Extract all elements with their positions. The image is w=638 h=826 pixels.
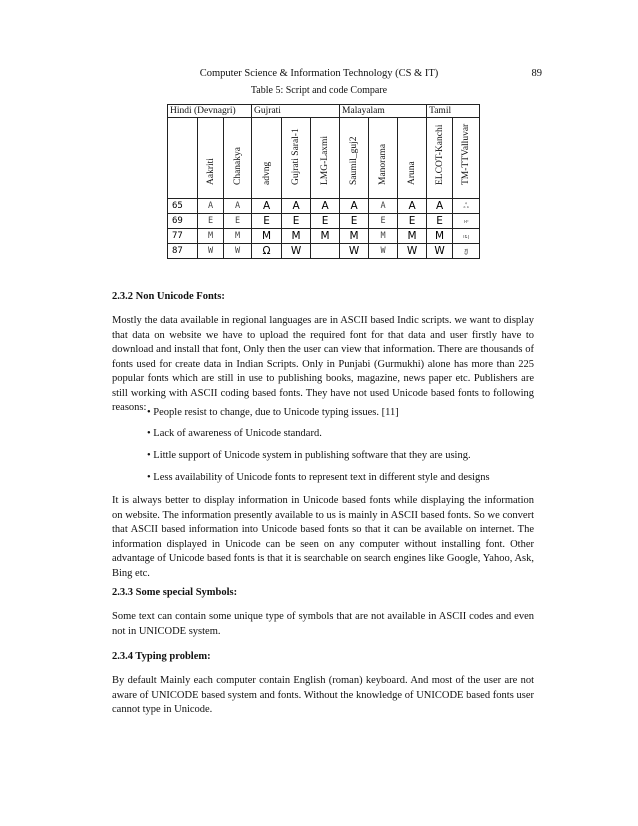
- glyph-cell: E: [340, 214, 369, 229]
- glyph-cell: M: [198, 229, 224, 244]
- running-title: Computer Science & Information Technology (CS & IT): [199, 68, 439, 79]
- table-row: [168, 229, 480, 244]
- glyph-cell: A: [369, 199, 398, 214]
- font-name: Gujrati Saral-1: [291, 128, 302, 185]
- font-header: [224, 118, 252, 199]
- glyph-cell: E: [252, 214, 282, 229]
- glyph-cell: E: [427, 214, 453, 229]
- ascii-code: 65: [168, 199, 198, 214]
- glyph-cell: M: [427, 229, 453, 244]
- section-heading-2-3-3: 2.3.3 Some special Symbols:: [112, 587, 238, 598]
- font-name: Aruna: [407, 161, 418, 185]
- font-header: [340, 118, 369, 199]
- glyph-cell: [311, 244, 340, 259]
- glyph-cell: W: [398, 244, 427, 259]
- font-name: LMG-Laxmi: [320, 135, 331, 185]
- glyph-cell: E: [224, 214, 252, 229]
- font-header: [311, 118, 340, 199]
- glyph-cell: A: [252, 199, 282, 214]
- glyph-cell: M: [340, 229, 369, 244]
- table-row: [168, 199, 480, 214]
- glyph-cell: ஈ: [453, 214, 480, 229]
- font-name: Saumil_guj2: [349, 136, 360, 185]
- section-heading-2-3-2: 2.3.2 Non Unicode Fonts:: [112, 291, 225, 302]
- glyph-cell: ஃ: [453, 199, 480, 214]
- glyph-cell: A: [198, 199, 224, 214]
- glyph-cell: A: [224, 199, 252, 214]
- ascii-code: 87: [168, 244, 198, 259]
- bullet-item: • Lack of awareness of Unicode standard.: [147, 428, 322, 439]
- glyph-cell: A: [311, 199, 340, 214]
- font-name: ELCOT-Kanchi: [434, 124, 445, 185]
- table-row: [168, 244, 480, 259]
- font-header: [282, 118, 311, 199]
- table-row: [168, 214, 480, 229]
- glyph-cell: W: [427, 244, 453, 259]
- font-header-row: [168, 118, 480, 199]
- font-header: [398, 118, 427, 199]
- group-gujrati: Gujrati: [252, 105, 340, 118]
- glyph-cell: ஙு: [453, 229, 480, 244]
- group-hindi: Hindi (Devnagri): [168, 105, 252, 118]
- font-header: [252, 118, 282, 199]
- glyph-cell: W: [198, 244, 224, 259]
- ascii-code: 77: [168, 229, 198, 244]
- font-name: advng: [261, 161, 272, 185]
- page-header: [0, 68, 638, 82]
- glyph-cell: M: [398, 229, 427, 244]
- font-header: [369, 118, 398, 199]
- glyph-cell: M: [369, 229, 398, 244]
- glyph-cell: A: [398, 199, 427, 214]
- group-header-row: [168, 105, 480, 118]
- section-heading-2-3-4: 2.3.4 Typing problem:: [112, 651, 211, 662]
- paragraph-typing-problem: By default Mainly each computer contain English (roman) keyboard. And most of the user are not aware of UNICODE based system and fonts. Without the knowledge of UNICODE based fonts user cannot type in Unicode.: [112, 675, 534, 715]
- font-name: TM-TTValluvar: [461, 123, 472, 185]
- glyph-cell: W: [340, 244, 369, 259]
- font-header: [198, 118, 224, 199]
- glyph-cell: E: [198, 214, 224, 229]
- glyph-cell: E: [282, 214, 311, 229]
- glyph-cell: W: [282, 244, 311, 259]
- group-malayalam: Malayalam: [340, 105, 427, 118]
- script-code-table: [167, 104, 480, 259]
- bullet-item: • Little support of Unicode system in publishing software that they are using.: [147, 450, 471, 461]
- glyph-cell: W: [224, 244, 252, 259]
- font-name: Manorama: [378, 143, 389, 185]
- bullet-item: • People resist to change, due to Unicode typing issues. [11]: [147, 407, 399, 418]
- group-tamil: Tamil: [427, 105, 480, 118]
- font-name: Chanakya: [232, 147, 243, 185]
- glyph-cell: W: [369, 244, 398, 259]
- font-header: [427, 118, 453, 199]
- paragraph-unicode-advantage: It is always better to display information in Unicode based fonts while displaying the information on website. The information presently available to us is mainly in ASCII based fonts. So we convert that ASCII based information into Unicode based fonts so that it can be available on internet. The information displayed in Unicode can be seen on any computer without installing font. Other advantage of Unicode based fonts is that it is searchable on search engines like Google, Yahoo, Ask, Bing etc.: [112, 495, 534, 579]
- glyph-cell: E: [398, 214, 427, 229]
- font-name: Aakriti: [205, 158, 216, 185]
- glyph-cell: E: [369, 214, 398, 229]
- glyph-cell: Ω: [252, 244, 282, 259]
- paragraph-non-unicode: Mostly the data available in regional languages are in ASCII based Indic scripts. we want to display that data on website we have to upload the required font for that data and user firstly have to download and install that font, Only then the user can view that information. There are thousands of fonts used for create data in Indian Scripts. Only in Punjabi (Gurmukhi) alone has more than 225 popular fonts which are still in use to publishing books, magazine, news paper etc. Publishers are still working with ASCII coding based fonts. They have not used Unicode based fonts to following reasons:: [112, 315, 534, 413]
- paragraph-special-symbols: Some text can contain some unique type of symbols that are not available in ASCII codes and even not in UNICODE system.: [112, 611, 534, 637]
- glyph-cell: M: [224, 229, 252, 244]
- glyph-cell: M: [311, 229, 340, 244]
- glyph-cell: M: [282, 229, 311, 244]
- table-caption: Table 5: Script and code Compare: [250, 85, 388, 96]
- glyph-cell: A: [340, 199, 369, 214]
- glyph-cell: E: [311, 214, 340, 229]
- glyph-cell: ჟ: [453, 244, 480, 259]
- page-number: 89: [531, 68, 542, 79]
- glyph-cell: A: [282, 199, 311, 214]
- ascii-code: 69: [168, 214, 198, 229]
- glyph-cell: A: [427, 199, 453, 214]
- font-header-blank: [168, 118, 198, 199]
- font-header: [453, 118, 480, 199]
- bullet-item: • Less availability of Unicode fonts to represent text in different style and designs: [147, 472, 490, 483]
- glyph-cell: M: [252, 229, 282, 244]
